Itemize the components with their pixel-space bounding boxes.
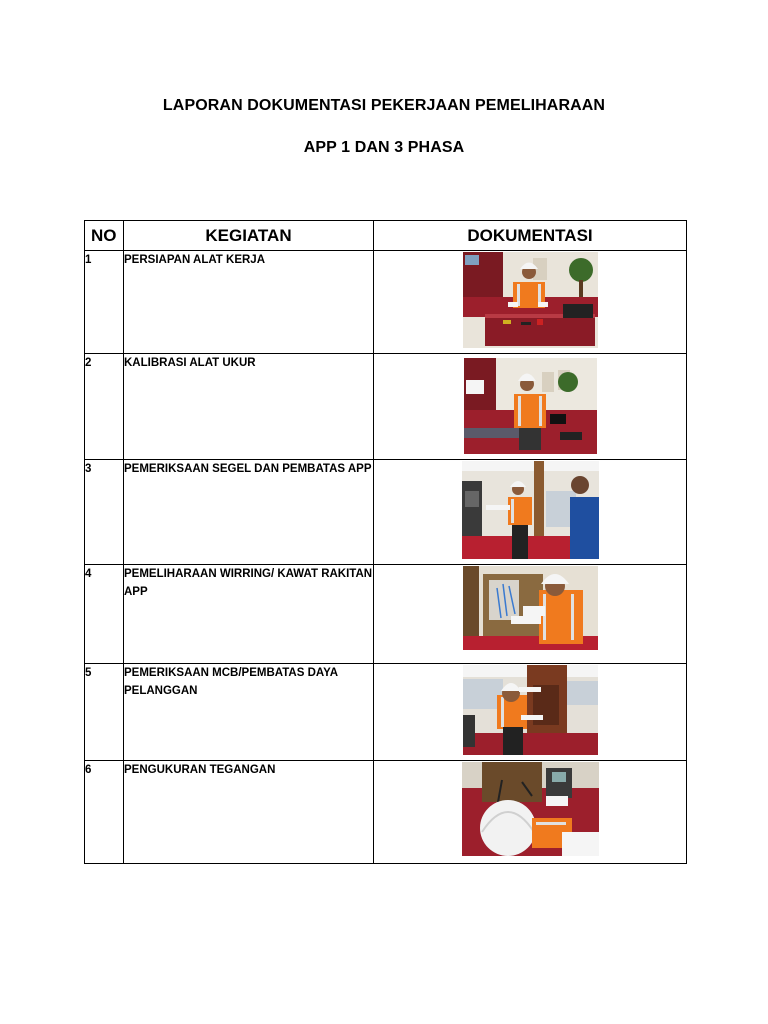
row-number: 1 — [85, 251, 124, 354]
row-documentation — [374, 251, 687, 354]
row-number: 2 — [85, 354, 124, 460]
table-row — [85, 460, 687, 565]
row-number: 3 — [85, 460, 124, 565]
table-row — [85, 761, 687, 864]
column-header-no: NO — [85, 221, 124, 251]
row-documentation — [374, 354, 687, 460]
worker-inspecting-seal-photo — [462, 461, 599, 559]
row-documentation — [374, 565, 687, 664]
worker-wiring-panel-photo — [463, 566, 598, 650]
row-number: 5 — [85, 664, 124, 761]
worker-measuring-voltage-photo — [462, 762, 599, 856]
worker-checking-mcb-photo — [463, 665, 598, 755]
row-number: 6 — [85, 761, 124, 864]
documentation-table — [84, 220, 687, 864]
row-activity: KALIBRASI ALAT UKUR — [124, 354, 374, 460]
row-documentation — [374, 761, 687, 864]
row-number: 4 — [85, 565, 124, 664]
table-row — [85, 251, 687, 354]
column-header-dokumentasi: DOKUMENTASI — [374, 221, 687, 251]
report-subtitle: APP 1 DAN 3 PHASA — [303, 139, 465, 156]
column-header-kegiatan: KEGIATAN — [124, 221, 374, 251]
report-title: LAPORAN DOKUMENTASI PEKERJAAN PEMELIHARAAN — [162, 97, 606, 114]
row-activity: PEMERIKSAAN SEGEL DAN PEMBATAS APP — [124, 460, 374, 565]
table-row — [85, 565, 687, 664]
row-activity: PERSIAPAN ALAT KERJA — [124, 251, 374, 354]
table-header-row — [85, 221, 687, 251]
row-activity: PEMELIHARAAN WIRRING/ KAWAT RAKITAN APP — [124, 565, 374, 664]
row-documentation — [374, 460, 687, 565]
row-documentation — [374, 664, 687, 761]
worker-preparing-tools-photo — [463, 252, 598, 348]
row-activity: PENGUKURAN TEGANGAN — [124, 761, 374, 864]
row-activity: PEMERIKSAAN MCB/PEMBATAS DAYA PELANGGAN — [124, 664, 374, 761]
worker-calibrating-meter-photo — [464, 358, 597, 454]
table-row — [85, 354, 687, 460]
table-row — [85, 664, 687, 761]
